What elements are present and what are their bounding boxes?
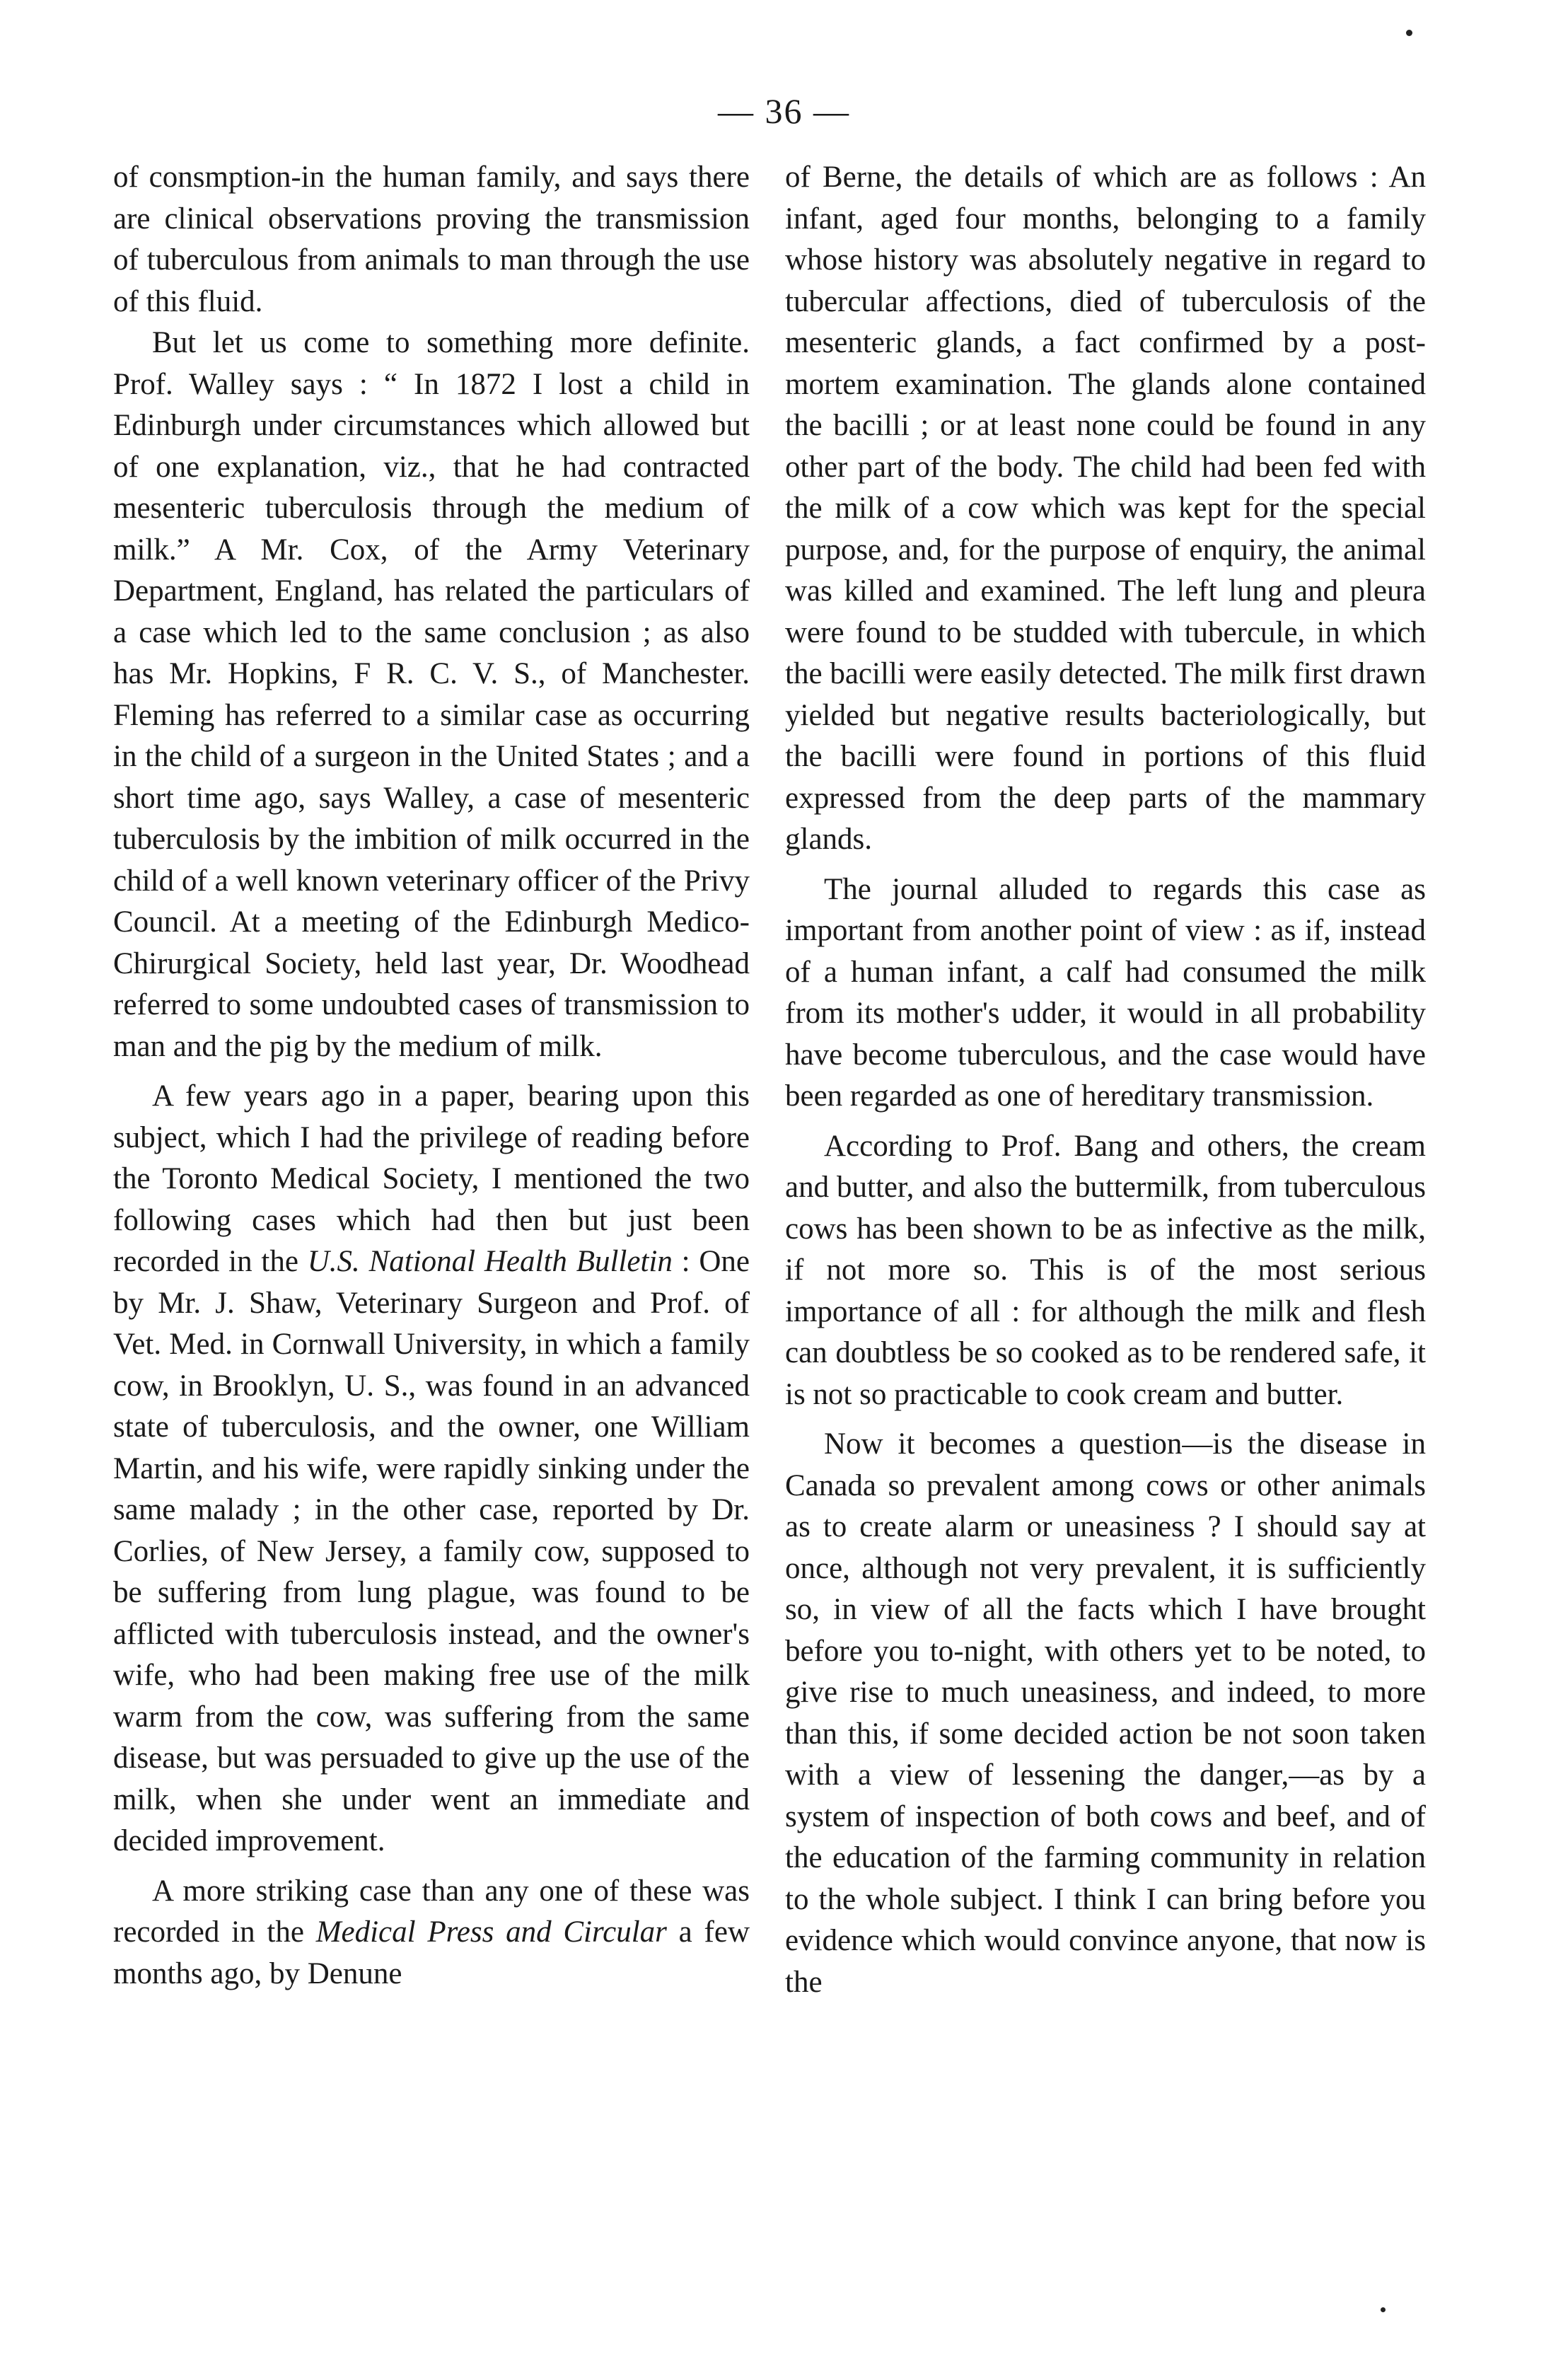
paragraph-text: : One by Mr. J. Shaw, Veterinary Surgeon and Prof. of Vet. Med. in Cornwall University, in which a family cow, in Brooklyn, U. S., was found in an advanced state of tuberculosis, and the owner, one William Martin, and his wife, were rapidly sinking under the same malady ; in the other case, reported by Dr. Corlies, of New Jersey, a family cow, supposed to be suffering from lung plague, was found to be afflicted with tuberculosis instead, and the owner's wife, who had been making free use of the milk warm from the cow, was suffering from the same disease, but was persuaded to give up the use of the milk, when she under went an immediate and decided improvement. — [113, 1245, 750, 1857]
left-column — [113, 157, 750, 1995]
paragraph-text: A more striking case than any one of these was recorded in the — [113, 1874, 750, 1949]
paragraph — [113, 1076, 750, 1862]
right-column — [785, 157, 1426, 2003]
paragraph: of Berne, the details of which are as follows : An infant, aged four months, belonging to a family whose history was absolutely negative in regard to tubercular affections, died of tuberculosis of the mesenteric glands, a fact confirmed by a post-mortem examination. The glands alone contained the bacilli ; or at least none could be found in any other part of the body. The child had been fed with the milk of a cow which was kept for the special purpose, and, for the purpose of enquiry, the animal was killed and examined. The left lung and pleura were found to be studded with tubercule, in which the bacilli were easily detected. The milk first drawn yielded but negative results bacteriologically, but the bacilli were found in portions of this fluid expressed from the deep parts of the mammary glands. — [785, 161, 1426, 856]
ink-speck — [1381, 2307, 1386, 2312]
paragraph-text: A few years ago in a paper, bearing upon this subject, which I had the privilege of reading before the Toronto Medical Society, I mentioned the two following cases which had then but just been recorded in the — [113, 1079, 750, 1278]
paragraph: The journal alluded to regards this case as important from another point of view : as if, instead of a human infant, a calf had consumed the milk from its mother's udder, it would in all probability have become tuberculous, and the case would have been regarded as one of hereditary transmission. — [785, 872, 1426, 1113]
ink-speck — [1406, 30, 1412, 36]
journal-title: U.S. National Health Bulletin — [307, 1245, 673, 1278]
paragraph: But let us come to something more definite. Prof. Walley says : “ In 1872 I lost a child in Edinburgh under circumstances which allowed but of one explanation, viz., that he had contracted mesenteric tuberculosis through the medium of milk.” A Mr. Cox, of the Army Veterinary Department, England, has related the particulars of a case which led to the same conclusion ; as also has Mr. Hopkins, F R. C. V. S., of Manchester. Fleming has referred to a similar case as occurring in the child of a surgeon in the United States ; and a short time ago, says Walley, a case of mesenteric tuberculosis by the imbition of milk occurred in the child of a well known veterinary officer of the Privy Council. At a meeting of the Edinburgh Medico-Chirurgical Society, held last year, Dr. Woodhead referred to some undoubted cases of transmission to man and the pig by the medium of milk. — [113, 326, 750, 1063]
paragraph: According to Prof. Bang and others, the cream and butter, and also the buttermilk, from tuberculous cows has been shown to be as infective as the milk, if not more so. This is of the most serious importance of all : for although the milk and flesh can doubtless be so cooked as to be rendered safe, it is not so practicable to cook cream and butter. — [785, 1129, 1426, 1411]
journal-title: Medical Press and Circular — [315, 1915, 667, 1949]
page-number: — 36 — — [718, 91, 850, 131]
paragraph: of consmption-in the human family, and says there are clinical observations proving the transmission of tuberculous from animals to man through the use of this fluid. — [113, 161, 750, 318]
paragraph: Now it becomes a question—is the disease in Canada so prevalent among cows or other animals as to create alarm or uneasiness ? I should say at once, although not very prevalent, it is sufficiently so, in view of all the facts which I have brought before you to-night, with others yet to be noted, to give rise to much uneasiness, and indeed, to more than this, if some decided action be not soon taken with a view of lessening the danger,—as by a system of inspection of both cows and beef, and of the education of the farming community in relation to the whole subject. I think I can bring before you evidence which would convince anyone, that now is the — [785, 1427, 1426, 1999]
paragraph — [113, 1871, 750, 1995]
paragraph-text: a few months ago, by Denune — [113, 1915, 750, 1990]
